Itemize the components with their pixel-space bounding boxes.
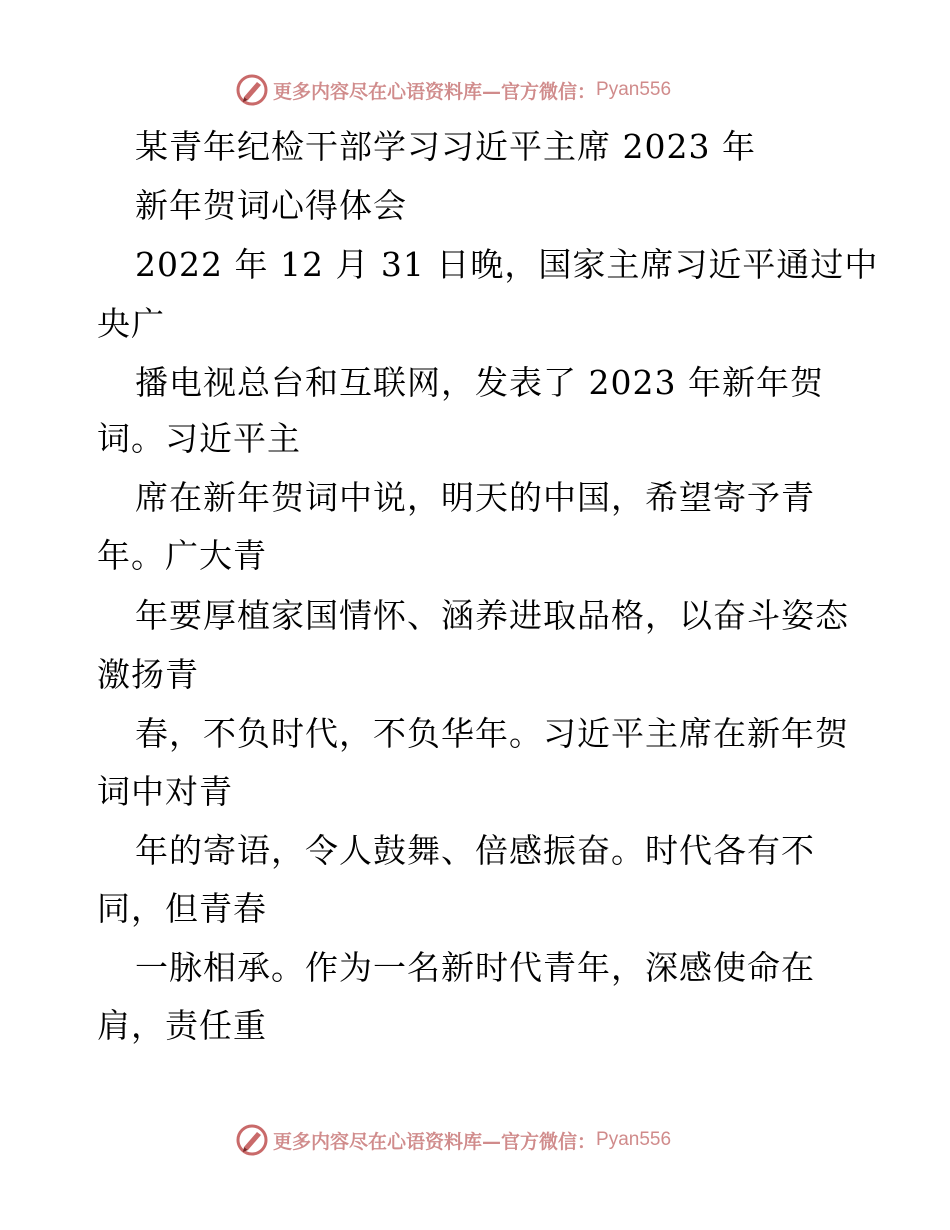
footer-watermark — [235, 1122, 735, 1158]
text-line: 2022 年 12 月 31 日晚，国家主席习近平通过中 — [135, 245, 879, 284]
text-line: 席在新年贺词中说，明天的中国，希望寄予青 — [135, 478, 815, 517]
watermark-text: 更多内容尽在心语资料库—官方微信： — [273, 80, 597, 103]
text-line: 年要厚植家国情怀、涵养进取品格，以奋斗姿态 — [135, 596, 849, 635]
pen-logo-icon — [235, 73, 269, 107]
text-line: 肩，责任重 — [97, 1006, 267, 1045]
text-line: 词中对青 — [97, 772, 233, 811]
text-line: 年。广大青 — [97, 536, 267, 575]
pen-logo-icon — [235, 1123, 269, 1157]
text-line: 同，但青春 — [97, 889, 267, 928]
text-line: 播电视总台和互联网，发表了 2023 年新年贺 — [135, 363, 824, 402]
text-line: 央广 — [97, 304, 165, 343]
text-line: 春，不负时代，不负华年。习近平主席在新年贺 — [135, 714, 849, 753]
header-watermark — [235, 72, 735, 108]
watermark-id: Pyan556 — [596, 79, 672, 100]
text-line: 一脉相承。作为一名新时代青年，深感使命在 — [135, 948, 815, 987]
text-line: 年的寄语，令人鼓舞、倍感振奋。时代各有不 — [135, 831, 815, 870]
title-line-1: 某青年纪检干部学习习近平主席 2023 年 — [135, 127, 756, 166]
text-line: 激扬青 — [97, 655, 199, 694]
watermark-id: Pyan556 — [596, 1129, 672, 1150]
text-line: 词。习近平主 — [97, 419, 301, 458]
watermark-text: 更多内容尽在心语资料库—官方微信： — [273, 1130, 597, 1153]
title-line-2: 新年贺词心得体会 — [135, 186, 407, 225]
